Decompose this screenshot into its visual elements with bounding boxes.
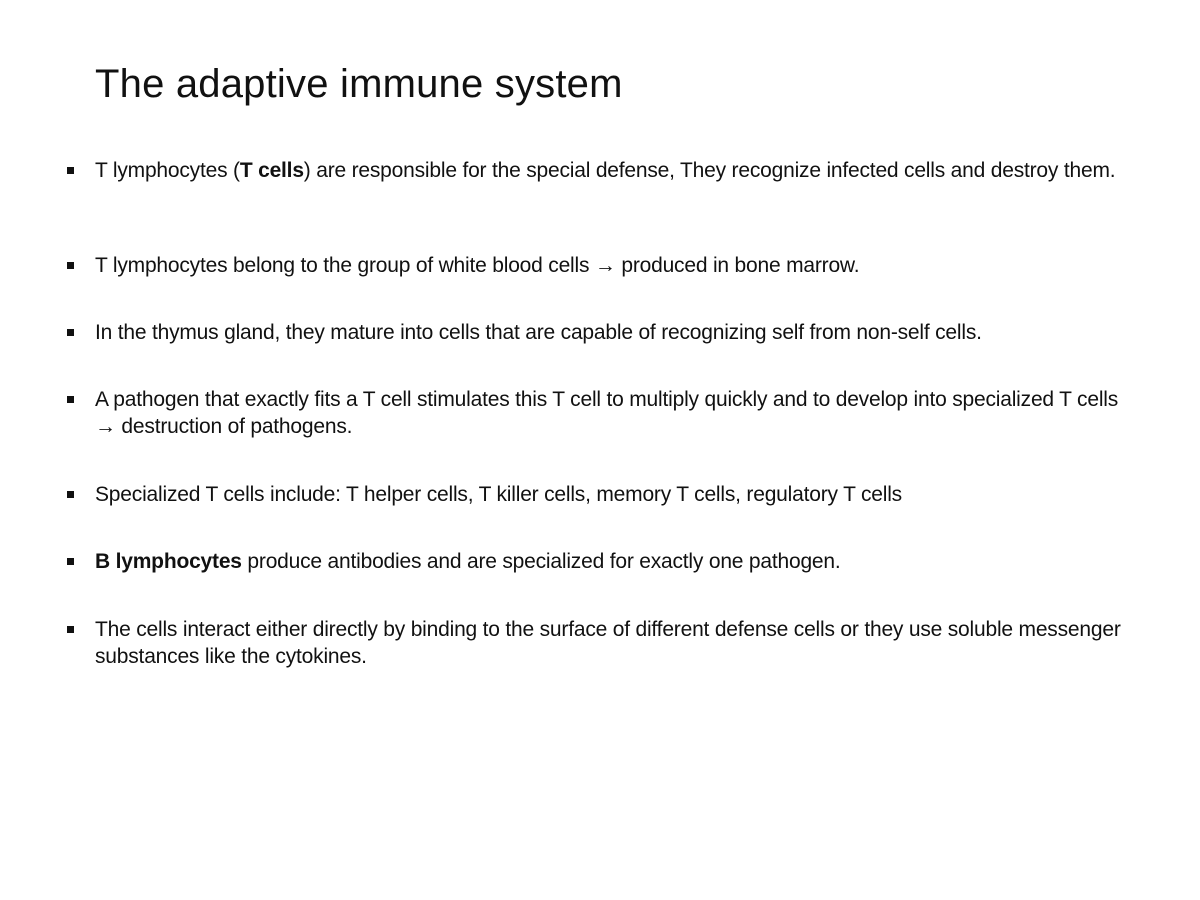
- bullet-marker: [67, 167, 74, 174]
- bullet-text-post: produce antibodies and are specialized for exactly one pathogen.: [241, 550, 841, 573]
- bullet-text: A pathogen that exactly fits a T cell stimulates this T cell to multiply quickly and to develop into specialized T cells → destruction of pathogens.: [95, 388, 1119, 438]
- bullet-text-pre: T lymphocytes (: [95, 159, 240, 182]
- bullet-marker: [67, 329, 74, 336]
- bullet-text: The cells interact either directly by binding to the surface of different defense cells or they use soluble messenger substances like the cytokines.: [95, 618, 1121, 668]
- bullet-text-post: ) are responsible for the special defense, They recognize infected cells and destroy them.: [303, 159, 1116, 182]
- bullet-item-white-blood-cells: [95, 252, 1140, 279]
- bullet-bold-term: B lymphocytes: [95, 550, 242, 573]
- bullet-text: Specialized T cells include: T helper cells, T killer cells, memory T cells, regulatory T cells: [95, 483, 902, 506]
- bullet-item-t-cells: [95, 157, 1140, 184]
- bullet-text: In the thymus gland, they mature into cells that are capable of recognizing self from non-self cells.: [95, 321, 982, 344]
- bullet-item-specialized-t-cells: [95, 481, 1140, 508]
- bullet-item-b-lymphocytes: [95, 548, 1140, 575]
- bullet-marker: [67, 558, 74, 565]
- bullet-bold-term: T cells: [239, 159, 304, 182]
- bullet-item-cell-interaction: [95, 616, 1140, 670]
- slide-title: The adaptive immune system: [95, 62, 623, 106]
- bullet-marker: [67, 396, 74, 403]
- bullet-marker: [67, 491, 74, 498]
- bullet-marker: [67, 626, 74, 633]
- bullet-item-pathogen: [95, 386, 1140, 440]
- bullet-marker: [67, 262, 74, 269]
- bullet-item-thymus: [95, 319, 1140, 346]
- bullet-text: T lymphocytes belong to the group of white blood cells → produced in bone marrow.: [95, 254, 860, 277]
